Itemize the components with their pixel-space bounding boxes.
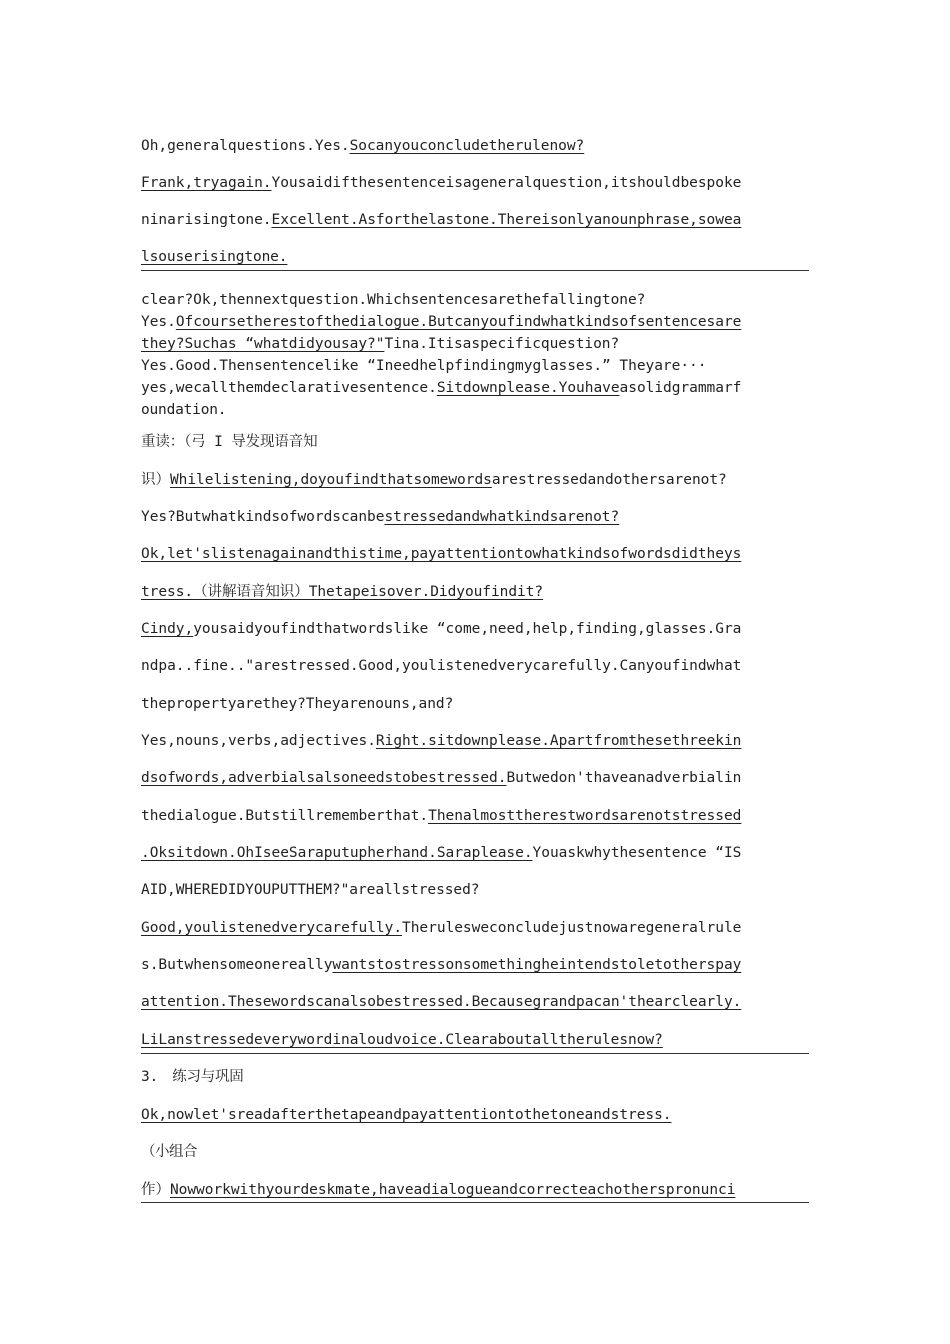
underlined-text: Ok,let'slistenagainandthistime,payattentiontowhatkindsofwordsdidtheys — [141, 546, 742, 562]
plain-text: Butwedon'thaveanadverbialin — [506, 770, 742, 786]
plain-text: 作） — [141, 1182, 170, 1198]
text-line — [141, 356, 811, 376]
plain-text: Oh,generalquestions.Yes. — [141, 138, 350, 154]
underlined-text: lsouserisingtone. — [141, 249, 288, 265]
underlined-text: Sitdownplease.Youhave — [436, 380, 620, 396]
plain-text: Yousaidifthesentenceisageneralquestion,itshouldbespoke — [271, 175, 742, 191]
plain-text: asolidgrammarf — [619, 380, 742, 396]
text-line — [141, 544, 811, 564]
plain-text: arestressedandothersarenot? — [491, 472, 727, 488]
horizontal-rule — [141, 270, 809, 271]
text-line — [141, 290, 811, 310]
section-heading — [141, 1067, 811, 1087]
underlined-text: they?Suchas “whatdidyousay?" — [141, 336, 385, 352]
section-heading — [141, 432, 811, 452]
text-line — [141, 210, 811, 230]
text-line — [141, 507, 811, 527]
plain-text: oundation. — [141, 402, 227, 418]
text-line — [141, 1105, 811, 1125]
text-line — [141, 843, 811, 863]
plain-text: 识） — [141, 472, 170, 488]
underlined-text: tress.（讲解语音知识）Thetapeisover.Didyoufindit? — [141, 584, 544, 600]
plain-text: Yes?Butwhatkindsofwordscanbe — [141, 509, 385, 525]
text-line — [141, 992, 811, 1012]
plain-text: ninarisingtone. — [141, 212, 272, 228]
text-line — [141, 247, 811, 267]
underlined-text: Good,youlistenedverycarefully. — [141, 920, 403, 936]
underlined-text: Whilelistening,doyoufindthatsomewords — [169, 472, 492, 488]
plain-text: yousaidyoufindthatwordslike “come,need,help,finding,glasses.Gra — [193, 621, 742, 637]
underlined-text: stressedandwhatkindsarenot? — [384, 509, 620, 525]
plain-text: AID,WHEREDIDYOUPUTTHEM?"areallstressed? — [141, 882, 480, 898]
text-line — [141, 955, 811, 975]
underlined-text: LiLanstressedeverywordinaloudvoice.Clearaboutalltherulesnow? — [141, 1032, 663, 1048]
text-line — [141, 731, 811, 751]
underlined-text: Nowworkwithyourdeskmate,haveadialogueandcorrecteachotherspronunci — [169, 1182, 736, 1198]
plain-text: Tina.Itisaspecificquestion? — [384, 336, 620, 352]
plain-text: 重读：（弓 I 导发现语音知 — [141, 434, 318, 450]
underlined-text: Thenalmosttherestwordsarenotstressed — [428, 808, 742, 824]
plain-text: ndpa..fine.."arestressed.Good,youlistenedverycarefully.Canyoufindwhat — [141, 658, 742, 674]
text-line — [141, 918, 811, 938]
text-line — [141, 768, 811, 788]
underlined-text: Ok,nowlet'sreadafterthetapeandpayattentiontothetoneandstress. — [141, 1107, 672, 1123]
plain-text: clear?Ok,thennextquestion.Whichsentencesarethefallingtone? — [141, 292, 646, 308]
underlined-text: attention.Thesewordscanalsobestressed.Becausegrandpacan'thearclearly. — [141, 994, 742, 1010]
underlined-text: Excellent.Asforthelastone.Thereisonlyanounphrase,sowea — [271, 212, 742, 228]
plain-text: Yes,nouns,verbs,adjectives. — [141, 733, 376, 749]
plain-text: s.Butwhensomeonereally — [141, 957, 333, 973]
underlined-text: Ofcoursetherestofthedialogue.Butcanyoufindwhatkindsofsentencesare — [175, 314, 742, 330]
text-line — [141, 1142, 811, 1162]
underlined-text: Frank,tryagain. — [141, 175, 272, 191]
text-line — [141, 312, 811, 332]
text-line — [141, 880, 811, 900]
text-line — [141, 582, 811, 602]
horizontal-rule — [141, 1053, 809, 1054]
plain-text: Therulesweconcludejustnowaregeneralrule — [402, 920, 742, 936]
text-line — [141, 173, 811, 193]
text-line — [141, 694, 811, 714]
plain-text: 3. 练习与巩固 — [141, 1069, 244, 1085]
plain-text: （小组合 — [141, 1144, 197, 1160]
underlined-text: dsofwords,adverbialsalsoneedstobestressed. — [141, 770, 507, 786]
text-line — [141, 656, 811, 676]
text-line — [141, 400, 811, 420]
text-line — [141, 378, 811, 398]
text-line — [141, 334, 811, 354]
plain-text: thedialogue.Butstillrememberthat. — [141, 808, 429, 824]
plain-text: thepropertyarethey?Theyarenouns,and? — [141, 696, 454, 712]
underlined-text: Right.sitdownplease.Apartfromthesethreekin — [375, 733, 742, 749]
text-line — [141, 1180, 811, 1200]
plain-text: yes,wecallthemdeclarativesentence. — [141, 380, 437, 396]
underlined-text: Socanyouconcludetherulenow? — [349, 138, 585, 154]
plain-text: Youaskwhythesentence “IS — [532, 845, 742, 861]
text-line — [141, 619, 811, 639]
text-line — [141, 136, 811, 156]
horizontal-rule — [141, 1202, 809, 1203]
underlined-text: .Oksitdown.OhIseeSaraputupherhand.Saraplease. — [141, 845, 533, 861]
text-line — [141, 806, 811, 826]
plain-text: Yes. — [141, 314, 176, 330]
underlined-text: wantstostressonsomethingheintendstoletotherspay — [332, 957, 742, 973]
text-line — [141, 470, 811, 490]
plain-text: Yes.Good.Thensentencelike “Ineedhelpfindingmyglasses.” Theyare··· — [141, 358, 707, 374]
text-line — [141, 1030, 811, 1050]
underlined-text: Cindy, — [141, 621, 194, 637]
